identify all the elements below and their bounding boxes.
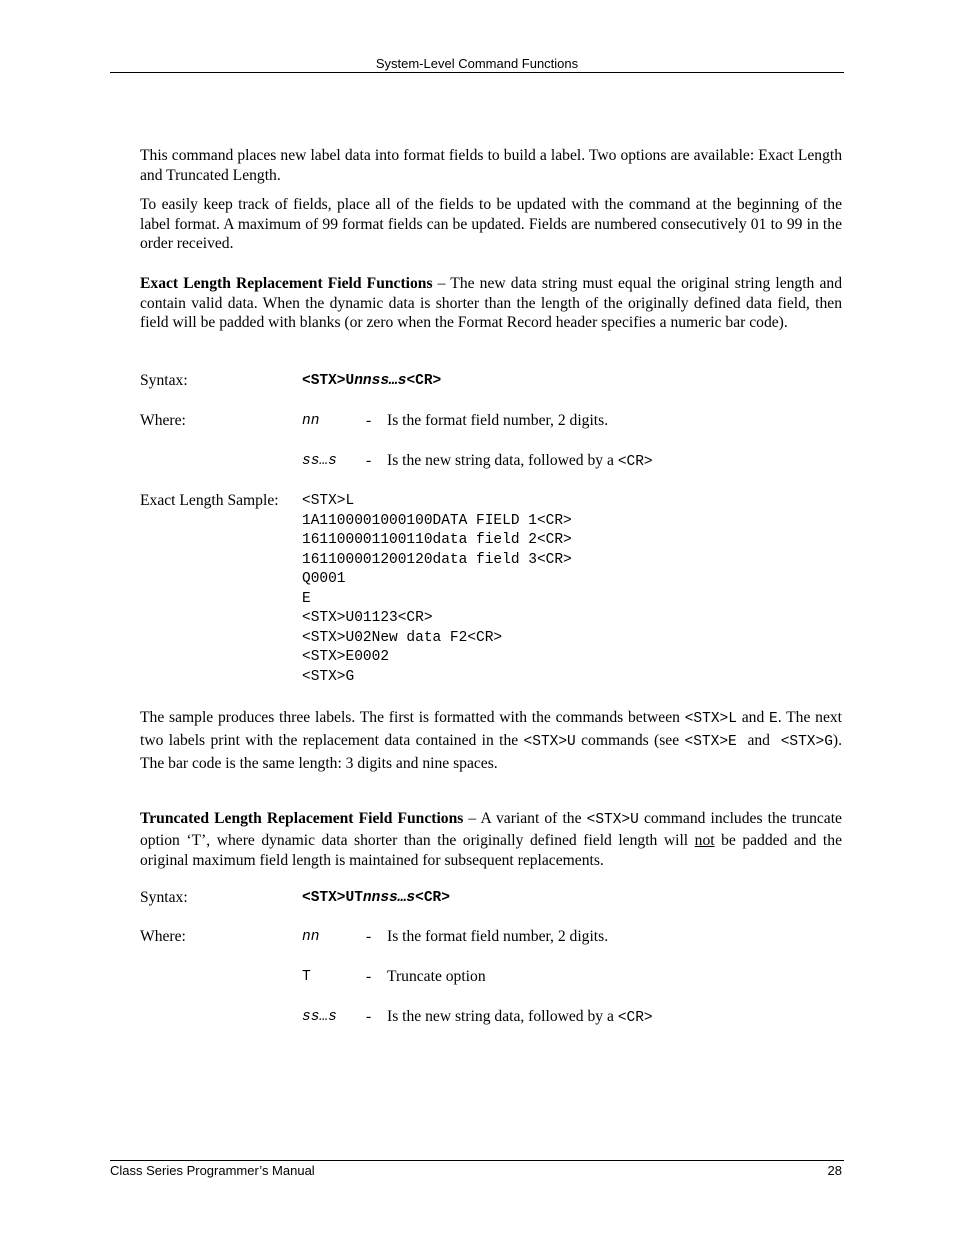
truncated-param-desc: Is the format field number, 2 digits.	[387, 928, 609, 945]
explain-code: <STX>G	[780, 734, 833, 750]
exact-syntax	[302, 373, 441, 389]
explain-text: and	[736, 709, 770, 726]
truncated-text: command includes the truncate option ‘T’, where dynamic data shorter than the originally defined field length will	[140, 810, 842, 849]
sample-code-line: <STX>U01123<CR>	[302, 610, 433, 626]
truncated-param-name: T	[302, 969, 311, 985]
truncated-syntax-suffix: <CR>	[415, 890, 450, 906]
exact-syntax-var: nnss…s	[354, 373, 407, 389]
explain-code: <STX>L	[684, 711, 737, 727]
exact-length-text: – The new data string must equal the original string length and contain valid data. When the dynamic data is shorter than the length of the originally defined data field, then field will be padded with blanks (or zero when the Format Record header specifies a numeric bar code).	[140, 275, 842, 332]
exact-param-dash: -	[366, 452, 372, 469]
explain-text: . The next two labels print with the replacement data contained in the	[140, 709, 843, 749]
exact-where-label: Where:	[140, 412, 186, 429]
sample-code-line: Q0001	[302, 571, 346, 587]
truncated-text: be padded and the original maximum field length is maintained for subsequent replacements.	[140, 831, 842, 869]
footer-rule	[110, 1160, 844, 1161]
sample-code-line: E	[302, 590, 311, 607]
footer-manual-title: Class Series Programmer’s Manual	[110, 1163, 315, 1178]
explain-code: <STX>E	[684, 734, 737, 750]
truncated-syntax-var: nnss…s	[362, 890, 416, 906]
truncated-param-desc: Truncate option	[387, 968, 486, 985]
truncated-syntax	[302, 890, 450, 906]
explain-text: and	[736, 732, 781, 749]
intro-paragraph-2: To easily keep track of fields, place all of the fields to be updated with the command at the beginning of the label format. A maximum of 99 format fields can be updated. Fields are numbered consecutively 01 to 99 in the order received.	[140, 196, 842, 253]
truncated-syntax-prefix: <STX>UT	[302, 890, 363, 906]
sample-code-line: <STX>G	[302, 668, 355, 685]
exact-param-dash: -	[366, 412, 372, 429]
running-header: System-Level Command Functions	[375, 56, 579, 71]
footer-page-number: 28	[827, 1163, 842, 1178]
exact-param-desc-text: Is the new string data, followed by a	[387, 452, 618, 469]
explain-text: The sample produces three labels. The first is formatted with the commands between	[140, 709, 685, 726]
exact-param-name: nn	[302, 413, 320, 429]
exact-param-name: ss…s	[302, 453, 337, 469]
truncated-param-name: ss…s	[302, 1009, 337, 1025]
truncated-where-label: Where:	[140, 928, 186, 945]
truncated-underlined: not	[694, 831, 715, 849]
truncated-param-dash: -	[366, 968, 372, 985]
explain-code: <STX>U	[523, 734, 576, 750]
truncated-param-desc-text: Is the new string data, followed by a	[387, 1008, 618, 1025]
sample-code-line: <STX>E0002	[302, 649, 390, 665]
truncated-text: – A variant of the	[463, 810, 587, 827]
exact-syntax-suffix: <CR>	[406, 373, 442, 389]
exact-sample-explanation	[140, 707, 842, 774]
truncated-code: <STX>U	[586, 812, 639, 828]
sample-code-line: 1A1100001000100DATA FIELD 1<CR>	[302, 512, 572, 529]
truncated-param-dash: -	[366, 928, 372, 945]
truncated-param-desc	[387, 1008, 653, 1026]
truncated-param-dash: -	[366, 1008, 372, 1025]
exact-param-desc-code: <CR>	[617, 454, 653, 470]
exact-param-desc: Is the format field number, 2 digits.	[387, 412, 609, 429]
exact-length-heading: Exact Length Replacement Field Functions	[140, 275, 433, 292]
exact-sample-label: Exact Length Sample:	[140, 492, 279, 509]
exact-length-paragraph	[140, 274, 842, 333]
sample-code-line: <STX>L	[302, 493, 355, 509]
header-rule	[110, 72, 844, 73]
truncated-syntax-label: Syntax:	[140, 889, 188, 906]
truncated-length-heading: Truncated Length Replacement Field Functions	[140, 810, 464, 827]
exact-param-desc	[387, 452, 653, 470]
explain-code: E	[769, 711, 778, 727]
exact-sample-code	[302, 492, 572, 687]
truncated-param-name: nn	[302, 929, 320, 945]
explain-text: commands (see	[575, 732, 685, 749]
sample-code-line: 161100001100110data field 2<CR>	[302, 532, 572, 548]
intro-paragraph-1: This command places new label data into format fields to build a label. Two options are available: Exact Length and Truncated Length.	[140, 147, 842, 184]
sample-code-line: <STX>U02New data F2<CR>	[302, 629, 503, 646]
exact-syntax-label: Syntax:	[140, 372, 188, 389]
sample-code-line: 161100001200120data field 3<CR>	[302, 551, 572, 568]
exact-syntax-prefix: <STX>U	[302, 373, 355, 389]
truncated-length-paragraph	[140, 809, 842, 872]
truncated-param-desc-code: <CR>	[617, 1010, 653, 1026]
explain-text: ). The bar code is the same length: 3 digits and nine spaces.	[140, 732, 843, 772]
